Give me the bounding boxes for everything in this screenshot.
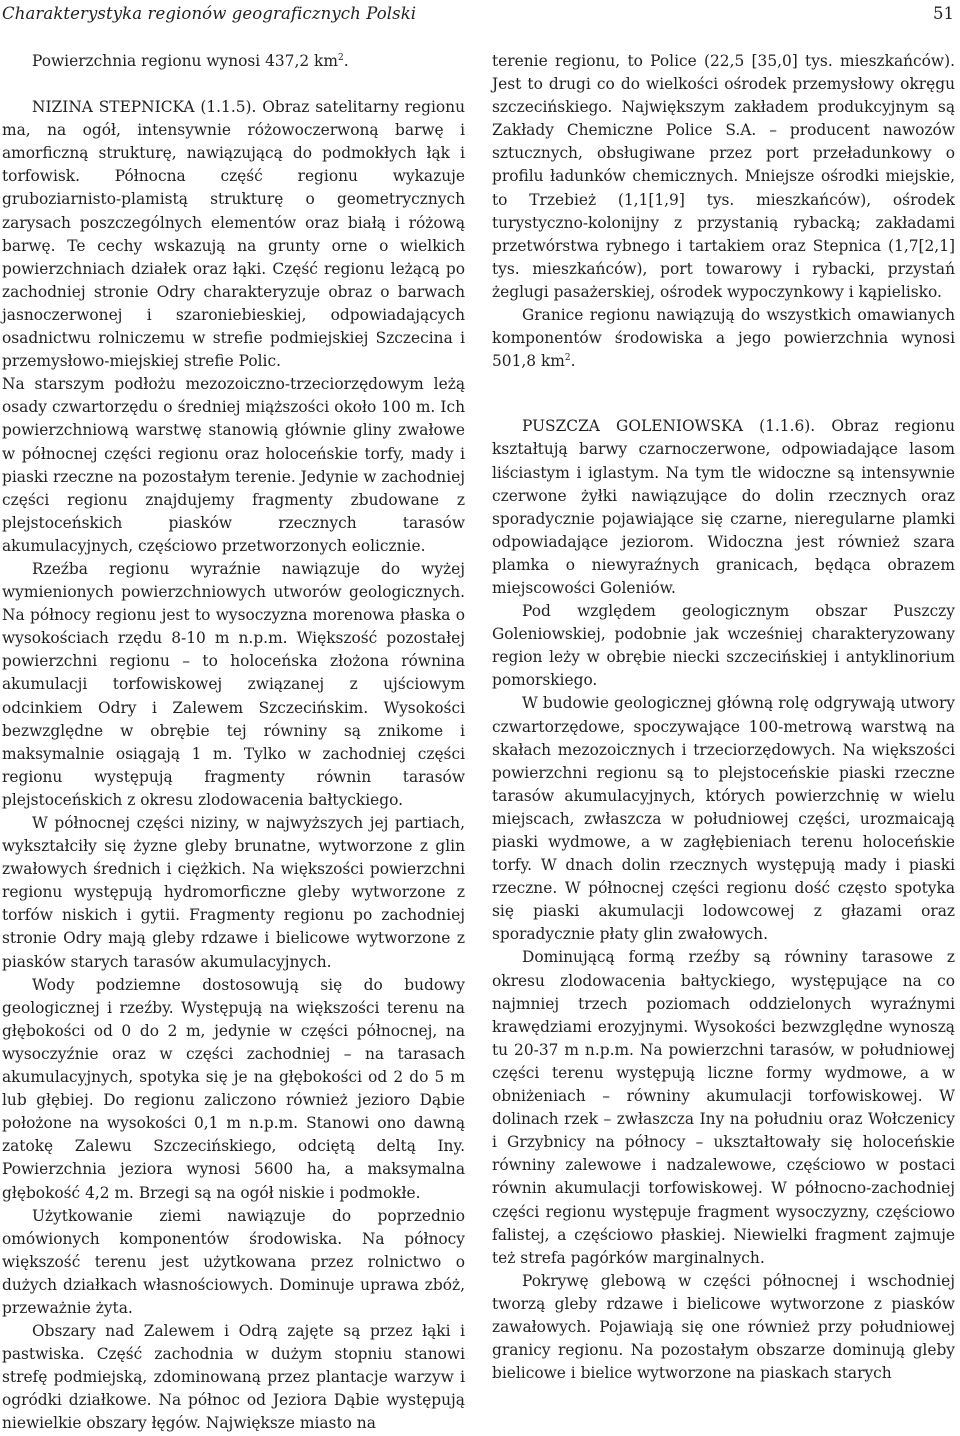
paragraph: PUSZCZA GOLENIOWSKA (1.1.6). Obraz regionu kształtują barwy czarnoczerwone, odpowiadające lasom liściastym i iglastym. Na tym tle widoczne są intensywnie czerwone żyłki nawiązujące do dolin rzecznych oraz sporadycznie pojawiające się czarne, nieregularne plamki odpowiadające jeziorom. Widoczna jest również szara plamka o niewyraźnych granicach, będąca obrazem miejscowości Goleniów. [492,417,955,597]
right-column [492,50,955,1385]
paragraph: Na starszym podłożu mezozoiczno-trzeciorzędowym leżą osady czwartorzędu o średniej miąższości około 100 m. Ich powierzchniową warstwę stanowią głównie gliny zwałowe w północnej części regionu oraz holoceńskie torfy, mady i piaski rzeczne na pozostałym terenie. Jedynie w zachodniej części regionu znajdujemy fragmenty zbudowane z plejstoceńskich piasków rzecznych tarasów akumulacyjnych, częściowo przetworzonych eolicznie. [2,375,465,555]
running-header [0,4,960,28]
paragraph: Pod względem geologicznym obszar Puszczy Goleniowskiej, podobnie jak wcześniej charakteryzowany region leży w obrębie niecki szczecińskiej i antyklinorium pomorskiego. [492,602,955,690]
paragraph: Użytkowanie ziemi nawiązuje do poprzednio omówionych komponentów środowiska. Na północy większość terenu jest użytkowana przez rolnictwo o dużych działkach własnościowych. Dominuje uprawa zbóż, przeważnie żyta. [2,1206,465,1317]
paragraph: Wody podziemne dostosowują się do budowy geologicznej i rzeźby. Występują na większości terenu na głębokości od 0 do 2 m, jedynie w części północnej, na wysoczyźnie oraz w części zachodniej – na tarasach akumulacyjnych, spotyka się je na głębokości od 2 do 5 m lub głębiej. Do regionu zaliczono również jezioro Dąbie położone na wysokości 0,1 m n.p.m. Stanowi ono dawną zatokę Zalewu Szczecińskiego, odciętą deltą Iny. Powierzchnia jeziora wynosi 5600 ha, a maksymalna głębokość 4,2 m. Brzegi są na ogół niskie i podmokłe. [2,975,465,1202]
paragraph: W północnej części niziny, w najwyższych jej partiach, wykształciły się żyzne gleby brunatne, wytworzone z glin zwałowych średnich i ciężkich. Na większości powierzchni regionu występują hydromorficzne gleby wytworzone z torfów niskich i gytii. Fragmenty regionu po zachodniej stronie Odry mają gleby rdzawe i bielicowe wytworzone z piasków starych tarasów akumulacyjnych. [2,814,465,971]
paragraph: Rzeźba regionu wyraźnie nawiązuje do wyżej wymienionych powierzchniowych utworów geologicznych. Na północy regionu jest to wysoczyzna morenowa płaska o wysokościach rzędu 8-10 m n.p.m. Większość pozostałej powierzchni regionu – to holoceńska złożona równina akumulacji torfowiskowej związanej z ujściowym odcinkiem Odry i Zalewem Szczecińskim. Wysokości bezwzględne w obrębie tej równiny są znikome i maksymalnie osiągają 1 m. Tylko w zachodniej części regionu występują fragmenty równin tarasów plejstoceńskich z okresu zlodowacenia bałtyckiego. [2,559,465,809]
left-column [2,50,465,1436]
paragraph: Pokrywę glebową w części północnej i wschodniej tworzą gleby rdzawe i bielicowe wytworzone z piasków zawałowych. Pojawiają się one również przy południowej granicy regionu. Na pozostałym obszarze dominują gleby bielicowe i bielice wytworzone na piaskach starych [492,1271,955,1383]
paragraph: Dominującą formą rzeźby są równiny tarasowe z okresu zlodowacenia bałtyckiego, występujące na co najmniej trzech poziomach oddzielonych wyraźnymi krawędziami erozyjnymi. Wysokości bezwzględne wynoszą tu 20-37 m n.p.m. Na powierzchni tarasów, w południowej części terenu występują liczne formy wydmowe, a w obniżeniach – równiny akumulacji torfowiskowej. W dolinach rzek – zwłaszcza Iny na południu oraz Wołczenicy i Grzybnicy na północy – ukształtowały się holoceńskie równiny zalewowe i nadzalewowe, częściowo w postaci równin akumulacji torfowiskowej. W północno-zachodniej części regionu występuje fragment wysoczyzny, częściowo falistej, a częściowo płaskiej. Niewielki fragment zajmuje też strefa pagórków marginalnych. [492,948,955,1267]
paragraph: Obszary nad Zalewem i Odrą zajęte są przez łąki i pastwiska. Część zachodnia w dużym stopniu stanowi strefę podmiejską, zdominowaną przez plantacje warzyw i ogródki działkowe. Na północ od Jeziora Dąbie występują niewielkie obszary łęgów. Największe miasto na [2,1322,465,1433]
page-number: 51 [933,4,954,23]
paragraph: Powierzchnia regionu wynosi 437,2 $km^2$. [32,52,349,70]
paragraph: Granice regionu nawiązują do wszystkich omawianych komponentów środowiska a jego powierzchnia wynosi 501,8 $km^2$. [492,306,955,371]
paragraph: terenie regionu, to Police (22,5 [35,0] tys. mieszkańców). Jest to drugi co do wielkości ośrodek przemysłowy okręgu szczecińskiego. Największym zakładem produkcyjnym są Zakłady Chemiczne Police S.A. – producent nawozów sztucznych, obsługiwane przez port przeładunkowy o profilu ładunków chemicznych. Mniejsze ośrodki miejskie, to Trzebież (1,1[1,9] tys. mieszkańców), ośrodek turystyczno-kolonijny z przystanią rybacką; zakładami przetwórstwa rybnego i tartakiem oraz Stepnica (1,7[2,1] tys. mieszkańców), port towarowy i rybacki, przystań żeglugi pasażerskiej, ośrodek wypoczynkowy i kąpielisko. [492,52,955,301]
running-title: Charakterystyka regionów geograficznych Polski [2,4,417,23]
paragraph: W budowie geologicznej główną rolę odgrywają utwory czwartorzędowe, spoczywające 100-metrową warstwą na skałach mezozoicznych i trzeciorzędowych. Na większości powierzchni regionu są to plejstoceńskie piaski rzeczne tarasów akumulacyjnych, których powierzchnię w wielu miejscach, zwłaszcza w południowej części, urozmaicają piaski wydmowe, a w zagłębieniach terenu holoceńskie torfy. W dnach dolin rzecznych występują mady i piaski rzeczne. W północnej części regionu dość często spotyka się piaski akumulacji lodowcowej z głazami oraz sporadycznie płaty glin zwałowych. [492,694,955,944]
paragraph: NIZINA STEPNICKA (1.1.5). Obraz satelitarny regionu ma, na ogół, intensywnie różowoczerwoną barwę i amorficzną strukturę, nawiązującą do podmokłych łąk i torfowisk. Północna część regionu wykazuje gruboziarnisto-plamistą strukturę o geometrycznych zarysach poszczególnych elementów oraz białą i różową barwę. Te cechy wskazują na grunty orne o wielkich powierzchniach działek oraz łąki. Część regionu leżącą po zachodniej stronie Odry charakteryzuje obraz o barwach jasnoczerwonej i szaroniebieskiej, odpowiadających osadnictwu rolniczemu w strefie podmiejskiej Szczecina i przemysłowo-miejskiej strefie Polic. [2,98,465,371]
